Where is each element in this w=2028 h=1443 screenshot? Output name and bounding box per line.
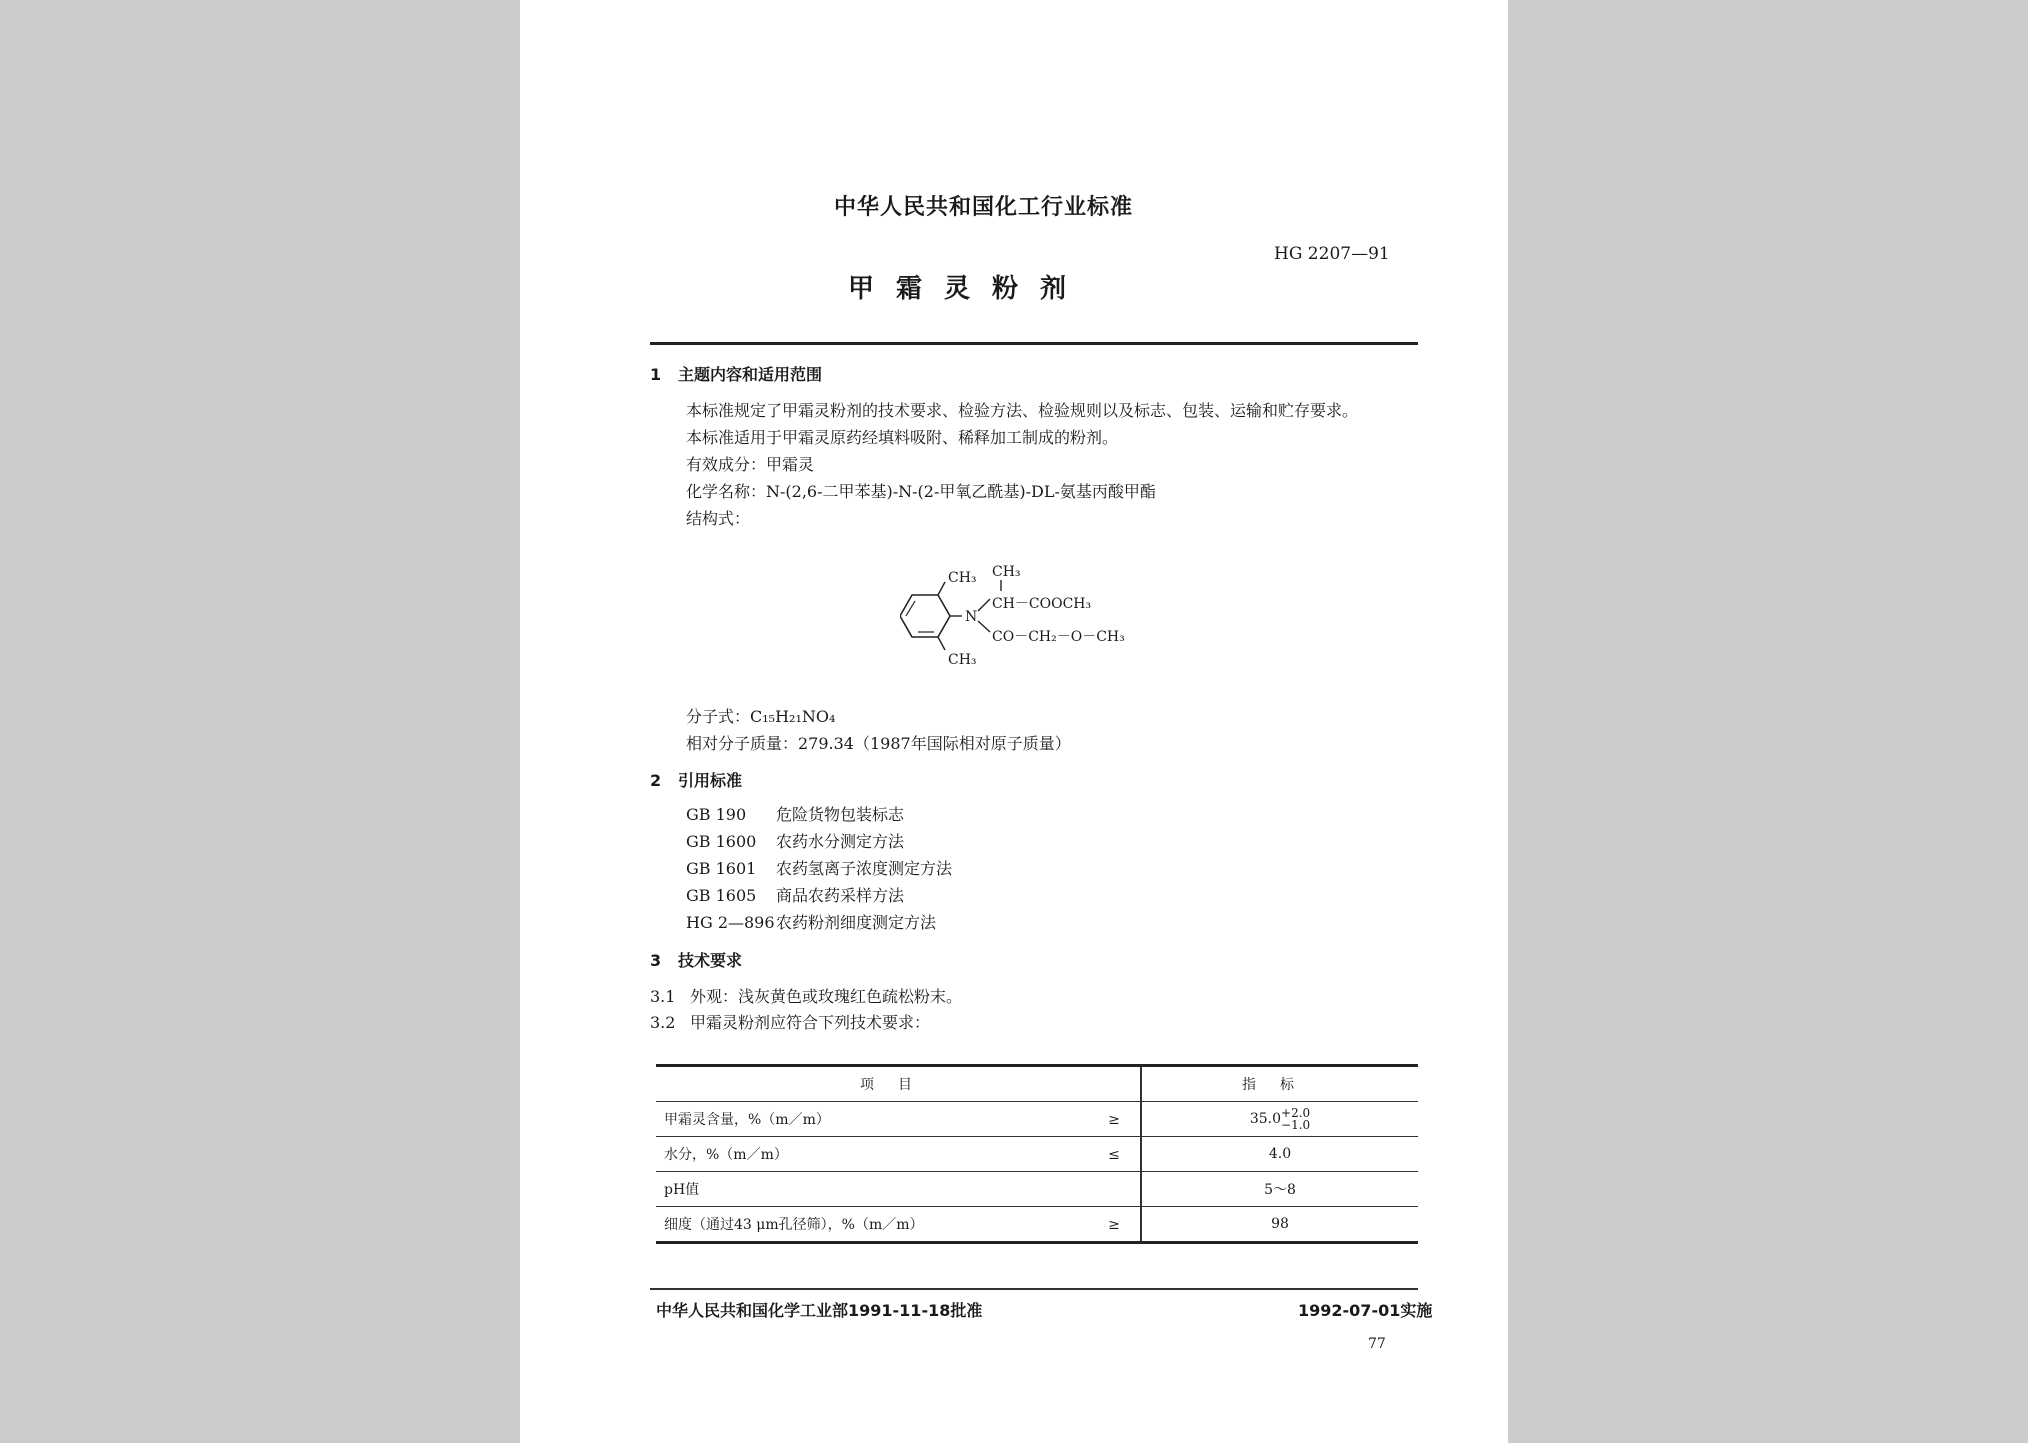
methyl-side-label: CH₃	[992, 564, 1021, 580]
reference-item: GB 190 危险货物包装标志	[686, 805, 905, 824]
row-comparator: ≤	[1108, 1147, 1120, 1163]
row-item-name: 细度（通过43 μm孔径筛），%（m／m）	[664, 1217, 924, 1233]
table-row	[656, 1172, 1418, 1207]
row-comparator: ≥	[1108, 1217, 1120, 1233]
active-ingredient: 有效成分：甲霜灵	[686, 455, 815, 474]
standard-code: HG 2207—91	[1274, 244, 1390, 264]
issuing-organization: 中华人民共和国化工行业标准	[834, 195, 1134, 220]
methoxyacetyl-group-label: CO－CH₂－O－CH₃	[992, 629, 1125, 645]
row-item-name: 水分，%（m／m）	[664, 1147, 788, 1163]
row-item-name: 甲霜灵含量，%（m／m）	[664, 1112, 830, 1128]
table-header-row	[656, 1066, 1418, 1102]
reference-item: HG 2—896农药粉剂细度测定方法	[686, 913, 937, 932]
row-item-name: pH值	[664, 1182, 700, 1198]
molecular-mass: 相对分子质量：279.34（1987年国际相对原子质量）	[686, 734, 1071, 753]
footer-rule	[650, 1288, 1418, 1290]
structural-formula	[900, 556, 1160, 676]
row-value: 4.0	[1141, 1137, 1418, 1172]
requirement-appearance: 3.1 外观：浅灰黄色或玫瑰红色疏松粉末。	[650, 987, 963, 1006]
ester-group-label: CH－COOCH₃	[992, 596, 1092, 612]
reference-item: GB 1601 农药氢离子浓度测定方法	[686, 859, 953, 878]
table-row	[656, 1102, 1418, 1137]
row-comparator: ≥	[1108, 1112, 1120, 1128]
requirement-spec-intro: 3.2 甲霜灵粉剂应符合下列技术要求：	[650, 1013, 931, 1032]
methyl-bottom-label: CH₃	[948, 652, 977, 668]
document-title: 甲霜灵粉剂	[848, 274, 1089, 304]
document-page	[520, 0, 1508, 1443]
page-number: 77	[1368, 1336, 1386, 1352]
section-3-heading: 3 技术要求	[650, 951, 743, 970]
section-1-line-1: 本标准规定了甲霜灵粉剂的技术要求、检验方法、检验规则以及标志、包装、运输和贮存要求。	[686, 401, 1359, 420]
molecular-formula: 分子式：C₁₅H₂₁NO₄	[686, 707, 836, 726]
methyl-top-label: CH₃	[948, 570, 977, 586]
row-value: 5～8	[1141, 1172, 1418, 1207]
reference-item: GB 1600 农药水分测定方法	[686, 832, 905, 851]
section-1-heading: 1 主题内容和适用范围	[650, 365, 823, 384]
header-rule	[650, 342, 1418, 345]
benzene-ring	[900, 595, 950, 637]
header-item: 项目	[656, 1066, 1141, 1102]
table-row	[656, 1137, 1418, 1172]
spec-table	[656, 1064, 1418, 1244]
section-1-line-2: 本标准适用于甲霜灵原药经填料吸附、稀释加工制成的粉剂。	[686, 428, 1119, 447]
nitrogen-label: N	[965, 609, 978, 625]
table-row	[656, 1207, 1418, 1243]
chemical-name: 化学名称：N-(2,6-二甲苯基)-N-(2-甲氧乙酰基)-DL-氨基丙酸甲酯	[686, 482, 1156, 501]
approval-line: 中华人民共和国化学工业部1991-11-18批准	[656, 1301, 983, 1320]
section-2-heading: 2 引用标准	[650, 771, 743, 790]
row-value: 98	[1141, 1207, 1418, 1243]
reference-item: GB 1605 商品农药采样方法	[686, 886, 905, 905]
header-value: 指标	[1141, 1066, 1418, 1102]
structure-label: 结构式：	[686, 509, 751, 528]
row-value: 35.0	[1249, 1111, 1282, 1127]
row-tolerance: +2.0 −1.0	[1281, 1106, 1311, 1132]
effective-date: 1992-07-01实施	[1298, 1301, 1433, 1320]
